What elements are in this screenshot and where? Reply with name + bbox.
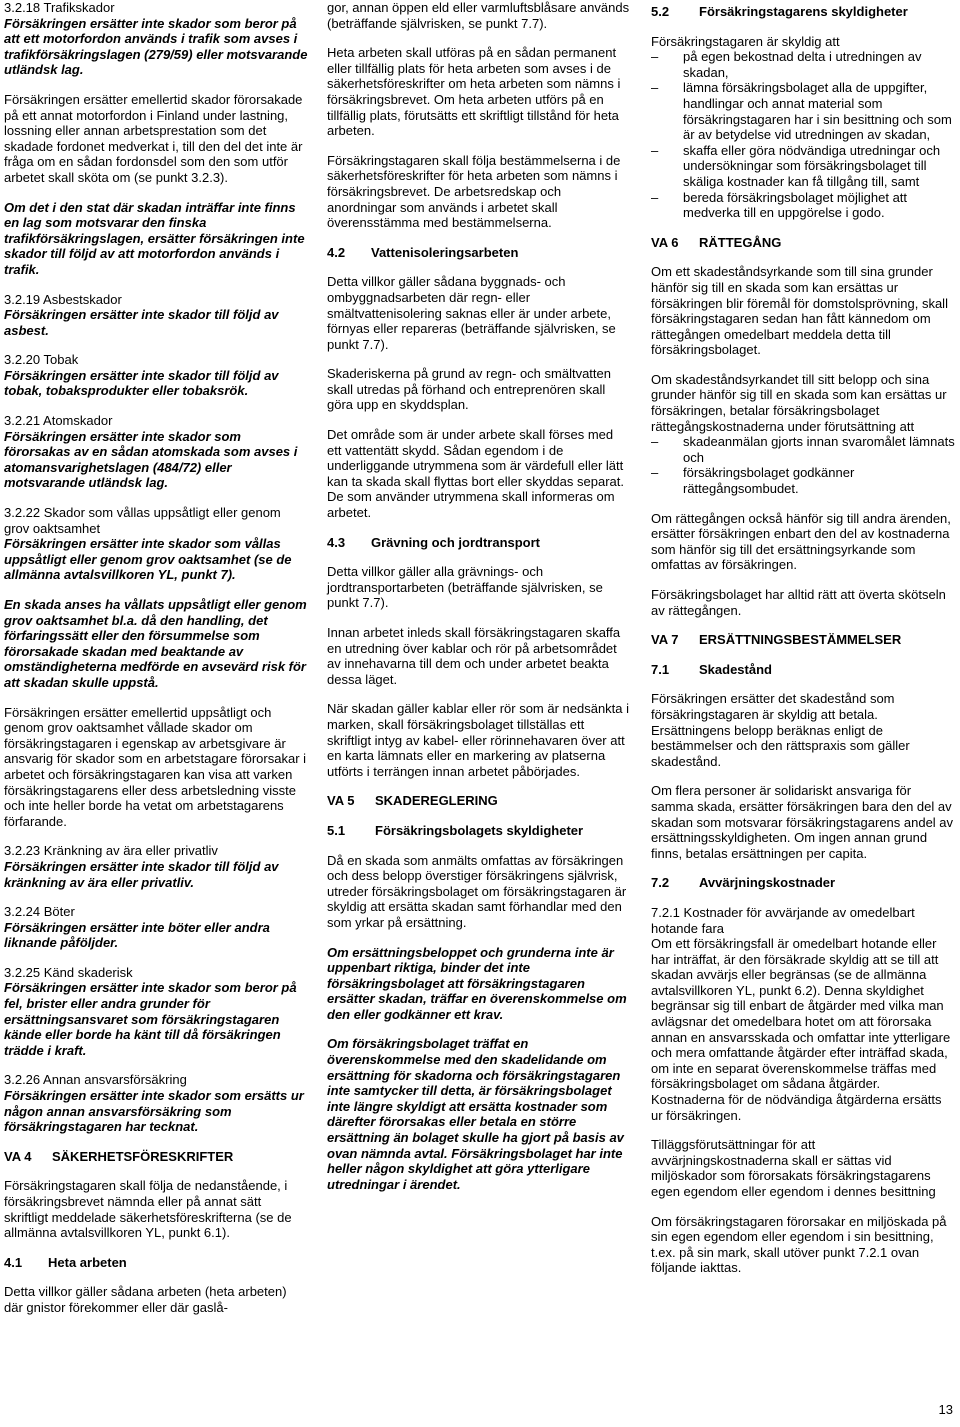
column-middle [327, 0, 631, 1206]
heading-text: Skadestånd [699, 661, 772, 677]
heading-number: 4.3 [327, 534, 346, 550]
heading-text: ERSÄTTNINGSBESTÄMMELSER [699, 632, 902, 648]
list-item: – skadeanmälan gjorts innan svaromålet lämnats och [651, 434, 955, 465]
exclusion-text: Försäkringen ersätter inte skador som beror på fel, brister eller andra grunder för ersättningsansvaret som försäkringstagaren kände eller borde ha känt till då försäkringen trädde i kraft. [4, 980, 297, 1058]
paragraph: Försäkringstagaren skall följa bestämmelserna i de säkerhetsföreskrifter för heta arbeten som nämns i försäkringsbrevet. De arbetsredskap och anordningar som används i arbetet skall överensstämma med bestämmelserna. [327, 152, 621, 231]
paragraph-bold: Om försäkringsbolaget träffat en överenskommelse med den skadelidande om ersättning för skadorna och försäkringstagaren inte samtycker till detta, är försäkringsbolaget inte längre skyldigt att ersätta kostnader som därefter förorsakas eller betala en större ersättning än bolaget skulle ha gjort på basis av ovan nämnda avtal. Försäkringsbolaget har inte heller någon skyldighet att göra ytterligare utredningar i ärendet. [327, 1036, 624, 1192]
heading-number: VA 5 [327, 793, 355, 809]
paragraph: När skadan gäller kablar eller rör som är nedsänkta i marken, skall försäkringsbolaget tillställas ett skriftligt intyg av kabel- eller rörinnehavaren över att en karta lämnats eller en markering av platserna utförts i terrängen innan arbetet påbörjades. [327, 701, 630, 779]
section-7-2-2 [651, 1137, 955, 1199]
section-title: 7.2.1 Kostnader för avvärjande av omedelbart hotande fara [651, 904, 915, 936]
section-title: 3.2.19 Asbestskador [4, 291, 122, 307]
heading-text: Försäkringsbolagets skyldigheter [375, 822, 584, 838]
paragraph: Detta villkor gäller sådana byggnads- och ombyggnadsarbeten där regn- eller smältvattenisolering saknas eller är under arbete, förnyas eller repareras (beträffande självrisken, se punkt 7.7). [327, 274, 616, 352]
heading-4-3 [327, 535, 631, 551]
section-3-2-21 [4, 413, 308, 491]
section-title: 3.2.23 Kränkning av ära eller privatliv [4, 843, 218, 859]
section-3-2-23 [4, 843, 308, 890]
heading-text: SKADEREGLERING [375, 793, 498, 809]
heading-4-2 [327, 245, 631, 261]
section-title: 3.2.24 Böter [4, 904, 75, 920]
heading-text: Grävning och jordtransport [371, 534, 541, 550]
exclusion-text: Försäkringen ersätter inte böter eller andra liknande påföljder. [4, 919, 270, 951]
paragraph: Det område som är under arbete skall förses med ett vattentätt skydd. Sådan egendom i de underliggande utrymmena som är värdefull eller lätt kan ta skada skall flyttas bort eller skyddas separat. De som använder utrymmena skall informeras om arbetet. [327, 427, 624, 521]
exclusion-text: Försäkringen ersätter inte skador som förorsakas av en sådan atomskada som avses i atomansvarighetslagen (484/72) eller motsvarande utländsk lag. [4, 428, 298, 491]
exclusion-text: Försäkringen ersätter inte skador till följd av kränkning av ära eller privatliv. [4, 858, 279, 890]
heading-5-1 [327, 823, 631, 839]
heading-number: 7.1 [651, 661, 670, 677]
heading-text: RÄTTEGÅNG [699, 234, 782, 250]
section-title: 3.2.20 Tobak [4, 352, 79, 368]
heading-va7 [651, 632, 955, 648]
paragraph: Försäkringstagaren skall följa de nedanstående, i försäkringsbrevet nämnda eller på annat sätt skriftligt meddelade säkerhetsföreskrifterna (se de allmänna avtalsvillkoren YL, punkt 6.1). [4, 1178, 292, 1241]
heading-number: 4.1 [4, 1254, 23, 1270]
heading-va4 [4, 1149, 308, 1165]
section-3-2-19 [4, 292, 308, 339]
page-number: 13 [938, 1402, 953, 1417]
heading-number: VA 6 [651, 234, 679, 250]
section-title: 3.2.25 Känd skaderisk [4, 964, 133, 980]
exclusion-text: Försäkringen ersätter inte skador till följd av tobak, tobaksprodukter eller tobaksrök. [4, 367, 279, 399]
obligations-list [651, 49, 955, 221]
section-title: 3.2.26 Annan ansvarsförsäkring [4, 1072, 187, 1088]
section-3-2-18 [4, 0, 308, 78]
paragraph: Om flera personer är solidariskt ansvariga för samma skada, ersätter försäkringen bara den del av skadan som motsvarar försäkringstagarens andel av ersättningsskyldigheten. Om ingen annan grund finns, betalas ersättningen per capita. [651, 783, 954, 861]
paragraph-bold: Om det i den stat där skadan inträffar inte finns en lag som motsvarar den finska trafikförsäkringslagen, ersätter försäkringen inte skador till följd av att motorfordon används i trafik. [4, 199, 305, 277]
paragraph: Försäkringen ersätter emellertid skador förorsakade på ett annat motorfordon i Finland under lastning, lossning eller annan arbetsprestation som det skadade fordonet medverkat i, till den del det inte är fråga om en sådan fordonsdel som den som utför arbetet skall sköta om (se punkt 3.2.3). [4, 91, 303, 185]
section-3-2-26 [4, 1072, 308, 1134]
list-item: – bereda försäkringsbolaget möjlighet att medverka till en uppgörelse i godo. [651, 190, 955, 221]
section-title: 3.2.18 Trafikskador [4, 0, 115, 15]
heading-text: Försäkringstagarens skyldigheter [699, 4, 908, 19]
heading-text: SÄKERHETSFÖRESKRIFTER [52, 1148, 234, 1164]
list-item: – lämna försäkringsbolaget alla de uppgifter, handlingar och annat material som försäkringstagaren har i sin besittning och som är av betydelse vid utredningen av skadan, [651, 80, 955, 142]
column-left [4, 0, 308, 1330]
paragraph: Om skadeståndsyrkandet till sitt belopp och sina grunder hänför sig till en skada som kan ersättas ur försäkringen, betalar försäkringsbolaget rättegångskostnaderna under förutsättning att [651, 371, 947, 434]
paragraph: gor, annan öppen eld eller varmluftsblåsare används (beträffande självrisken, se punkt 7.7). [327, 0, 630, 31]
heading-number: 5.1 [327, 822, 346, 838]
paragraph-bold: Om ersättningsbeloppet och grunderna inte är uppenbart riktiga, binder det inte försäkringsbolaget att försäkringstagaren ersätter skadan, träffar en överenskommelse om den eller godkänner ett krav. [327, 944, 627, 1022]
section-title: 3.2.21 Atomskador [4, 413, 113, 429]
section-3-2-22 [4, 505, 308, 583]
paragraph: Då en skada som anmälts omfattas av försäkringen och dess belopp överstiger försäkringens självrisk, utreder försäkringsbolaget om försäkringstagaren är skyldig att ersätta skadan samt förhandlar med den som yrkar på ersättning. [327, 852, 627, 930]
section-3-2-20 [4, 352, 308, 399]
paragraph: Försäkringstagaren är skyldig att [651, 33, 840, 49]
section-body: Om ett försäkringsfall är omedelbart hotande eller har inträffat, är den försäkrade skyldig att se till att skadan avvärjs eller begränsas (se de allmänna avtalsvillkoren YL, punkt 6.2). Denna skyldighet begränsar sig till enbart de åtgärder med vilka man avlägsnar det omedelbara hotet om att förorsaka annan en ansvarsskada och omfattar inte ytterligare och mera omfattande åtgärder efter inträffad skada, om inte en separat överenskommelse träffas med försäkringsbolaget om sådana åtgärder. Kostnaderna för de nödvändiga åtgärderna ersätts ur försäkringen. [651, 936, 951, 1123]
paragraph: Om försäkringstagaren förorsakar en miljöskada på sin egen egendom eller egendom i sin besittning, t.ex. på sin mark, skall utöver punkt 7.2.1 ovan följande iakttas. [651, 1213, 947, 1276]
heading-5-2 [651, 4, 955, 20]
paragraph: Om rättegången också hänför sig till andra ärenden, ersätter försäkringen enbart den del av kostnaderna som hänför sig till det ersättningsyrkande som omfattas av försäkringen. [651, 510, 951, 573]
heading-4-1 [4, 1255, 308, 1271]
heading-text: Heta arbeten [48, 1254, 127, 1270]
paragraph: Detta villkor gäller sådana arbeten (heta arbeten) där gnistor förekommer eller där gaslå- [4, 1284, 287, 1315]
list-item: – skaffa eller göra nödvändiga utredningar och undersökningar som försäkringsbolaget till skäliga kostnader kan få tillgång till, samt [651, 143, 955, 190]
heading-7-2 [651, 875, 955, 891]
column-right [651, 0, 955, 1290]
conditions-list [651, 434, 955, 496]
heading-number: VA 4 [4, 1148, 32, 1164]
section-title: 3.2.22 Skador som vållas uppsåtligt eller genom grov oaktsamhet [4, 505, 281, 536]
paragraph: Innan arbetet inleds skall försäkringstagaren skaffa en utredning över kablar och rör på arbetsområdet av innehavarna till dem och under arbetet beakta dessa läget. [327, 625, 621, 687]
paragraph: Heta arbeten skall utföras på en sådan permanent eller tillfällig plats för heta arbeten som avses i de säkerhetsföreskrifter om heta arbeten som nämns i försäkringsbrevet. Om heta arbeten utförs på en tillfällig plats, förutsätts ett skriftligt tillstånd för heta arbeten. [327, 45, 621, 139]
section-3-2-25 [4, 965, 308, 1059]
paragraph: Detta villkor gäller alla grävnings- och jordtransportarbeten (beträffande självrisken, se punkt 7.7). [327, 564, 603, 611]
heading-number: VA 7 [651, 632, 679, 648]
section-7-2-1 [651, 905, 955, 1123]
exclusion-text: Försäkringen ersätter inte skador som vållas uppsåtligt eller genom grov oaktsamhet (se de allmänna avtalsvillkoren YL, punkt 7). [4, 536, 292, 583]
heading-text: Avvärjningskostnader [699, 875, 836, 891]
heading-number: 4.2 [327, 244, 346, 260]
list-item: – försäkringsbolaget godkänner rättegångsombudet. [651, 465, 955, 496]
heading-number: 5.2 [651, 4, 670, 19]
section-title: Tilläggsförutsättningar för att avvärjningskostnaderna skall er sättas vid miljöskador som förorsakats försäkringstagarens egen egendom eller egendom i dennes besittning [651, 1137, 936, 1199]
heading-7-1 [651, 662, 955, 678]
paragraph: Försäkringsbolaget har alltid rätt att överta skötseln av rättegången. [651, 587, 946, 618]
heading-text: Vattenisoleringsarbeten [371, 244, 519, 260]
paragraph: Försäkringen ersätter det skadestånd som försäkringstagaren är skyldig att betala. Ersättningens belopp beräknas enligt de bestämmelser och den rättspraxis som gäller skadestånd. [651, 691, 910, 769]
heading-number: 7.2 [651, 875, 670, 891]
paragraph: Om ett skadeståndsyrkande som till sina grunder hänför sig till en skada som kan ersättas ur försäkringen blir föremål för domstolsprövning, skall försäkringstagaren sedan han fått kännedom om rättegången omedelbart meddela detta till försäkringsbolaget. [651, 264, 948, 358]
list-item: – på egen bekostnad delta i utredningen av skadan, [651, 49, 955, 80]
exclusion-text: Försäkringen ersätter inte skador som beror på att ett motorfordon används i trafik som avses i trafikförsäkringslagen (279/59) eller motsvarande utländsk lag. [4, 15, 308, 78]
paragraph: Skaderiskerna på grund av regn- och smältvatten skall utredas på förhand och entreprenören skall göra upp en skyddsplan. [327, 366, 611, 413]
section-3-2-24 [4, 904, 308, 951]
exclusion-text: Försäkringen ersätter inte skador som ersätts ur någon annan ansvarsförsäkring som försäkringstagaren har tecknat. [4, 1088, 304, 1135]
paragraph-bold: En skada anses ha vållats uppsåtligt eller genom grov oaktsamhet bl.a. då den handling, det förfaringssätt eller den försummelse som förorsakade skadan med beaktande av omständigheterna medförde en avsevärd risk för att skadan skulle uppstå. [4, 597, 307, 690]
heading-va6 [651, 235, 955, 251]
heading-va5 [327, 793, 631, 809]
paragraph: Försäkringen ersätter emellertid uppsåtligt och genom grov oaktsamhet vållade skador om försäkringstagaren i egenskap av arbetsgivare är ansvarig för skador som en arbetstagare förorsakar i arbetet och försäkringstagaren kan visa att varken försäkringstagarens eller dess arbetsledning visste och inte heller borde ha vetat om arbetstagarens förfarande. [4, 704, 307, 829]
exclusion-text: Försäkringen ersätter inte skador till följd av asbest. [4, 307, 279, 338]
